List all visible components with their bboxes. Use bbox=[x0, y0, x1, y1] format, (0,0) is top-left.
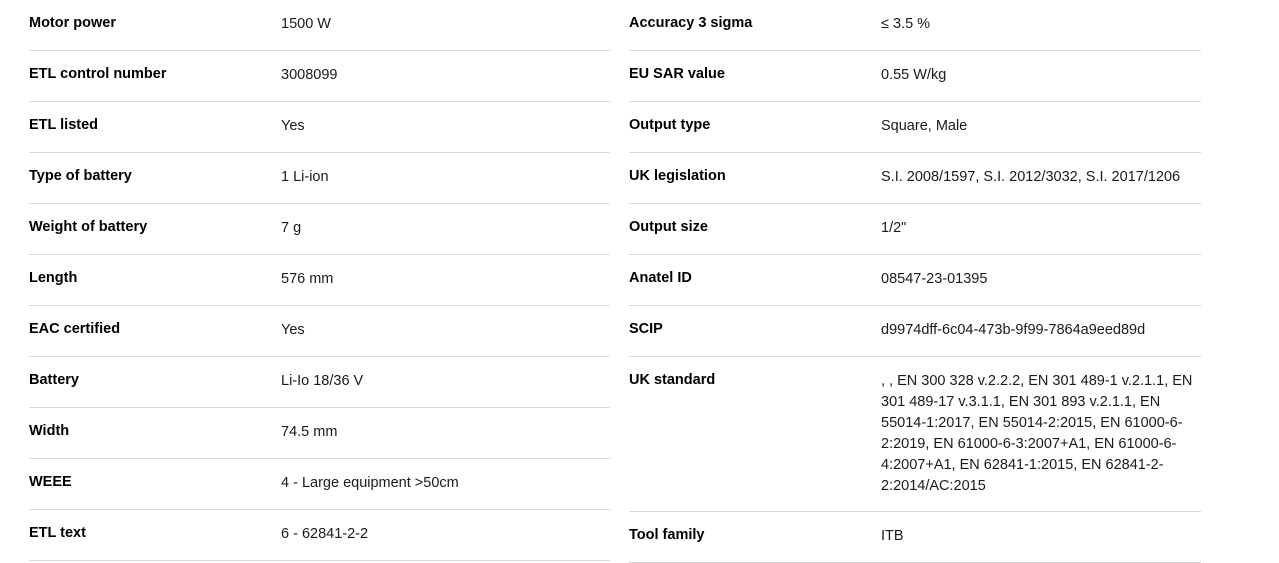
spec-value: 7 g bbox=[281, 220, 302, 236]
spec-row bbox=[629, 0, 1201, 51]
spec-label: Tool family bbox=[629, 527, 705, 544]
spec-row bbox=[29, 306, 610, 357]
spec-label: Battery bbox=[29, 372, 79, 388]
spec-value: ≤ 3.5 % bbox=[881, 16, 931, 32]
spec-row bbox=[29, 408, 610, 459]
spec-label: SCIP bbox=[629, 321, 663, 337]
spec-label: ETL text bbox=[29, 525, 86, 541]
spec-value: Yes bbox=[281, 322, 305, 338]
spec-label: Weight of battery bbox=[29, 219, 148, 235]
spec-column-right bbox=[610, 0, 1279, 563]
spec-value: 6 - 62841-2-2 bbox=[281, 526, 369, 542]
spec-value: 576 mm bbox=[281, 271, 334, 287]
spec-value: , , EN 300 328 v.2.2.2, EN 301 489-1 v.2.1.1, EN 301 489-17 v.3.1.1, EN 301 893 v.2.1.1, EN 55014-1:2017, EN 55014-2:2015, EN 61000-6-2:2019, EN 61000-6-3:2007+A1, EN 61000-6-4:2007+A1, EN 62841-1:2015, EN 62841-2-2:2014/AC:2015 bbox=[881, 373, 1193, 495]
spec-label: Length bbox=[29, 270, 78, 286]
spec-label: UK legislation bbox=[629, 168, 726, 184]
spec-label: Output type bbox=[629, 117, 711, 133]
spec-label: ETL control number bbox=[29, 66, 167, 82]
spec-row bbox=[629, 204, 1201, 255]
spec-row bbox=[629, 306, 1201, 357]
spec-value: S.I. 2008/1597, S.I. 2012/3032, S.I. 2017/1206 bbox=[881, 169, 1181, 185]
spec-value: 1 Li-ion bbox=[281, 169, 329, 185]
spec-label: EAC certified bbox=[29, 321, 121, 337]
spec-value: 08547-23-01395 bbox=[881, 271, 988, 287]
spec-label: Anatel ID bbox=[629, 270, 692, 286]
spec-value: 4 - Large equipment >50cm bbox=[281, 475, 459, 491]
spec-row bbox=[629, 51, 1201, 102]
spec-row bbox=[29, 510, 610, 561]
spec-label: Accuracy 3 sigma bbox=[629, 15, 753, 31]
spec-row bbox=[29, 459, 610, 510]
spec-row bbox=[629, 357, 1201, 512]
spec-row bbox=[29, 51, 610, 102]
spec-row bbox=[629, 102, 1201, 153]
spec-row bbox=[29, 153, 610, 204]
spec-label: Width bbox=[29, 423, 70, 439]
spec-label: Output size bbox=[629, 219, 708, 235]
spec-column-left bbox=[0, 0, 610, 563]
spec-value: Square, Male bbox=[881, 118, 968, 134]
spec-value: Yes bbox=[281, 118, 305, 134]
spec-row bbox=[629, 153, 1201, 204]
spec-label: Motor power bbox=[29, 15, 116, 31]
spec-label: EU SAR value bbox=[629, 66, 725, 82]
spec-label: Type of battery bbox=[29, 168, 132, 184]
spec-value: 1/2" bbox=[881, 220, 907, 236]
spec-value: 3008099 bbox=[281, 67, 338, 83]
spec-value: d9974dff-6c04-473b-9f99-7864a9eed89d bbox=[881, 322, 1146, 338]
spec-row bbox=[629, 255, 1201, 306]
spec-value: ITB bbox=[881, 528, 904, 545]
spec-label: ETL listed bbox=[29, 117, 99, 133]
spec-row bbox=[29, 102, 610, 153]
spec-row bbox=[29, 357, 610, 408]
spec-value: 0.55 W/kg bbox=[881, 67, 947, 83]
spec-row bbox=[629, 512, 1201, 563]
spec-row bbox=[29, 204, 610, 255]
spec-value: Li-Io 18/36 V bbox=[281, 373, 364, 389]
spec-value: 1500 W bbox=[281, 16, 331, 32]
spec-row bbox=[29, 255, 610, 306]
spec-label: WEEE bbox=[29, 474, 72, 490]
spec-value: 74.5 mm bbox=[281, 424, 338, 440]
spec-row bbox=[29, 0, 610, 51]
spec-label: UK standard bbox=[629, 372, 716, 388]
